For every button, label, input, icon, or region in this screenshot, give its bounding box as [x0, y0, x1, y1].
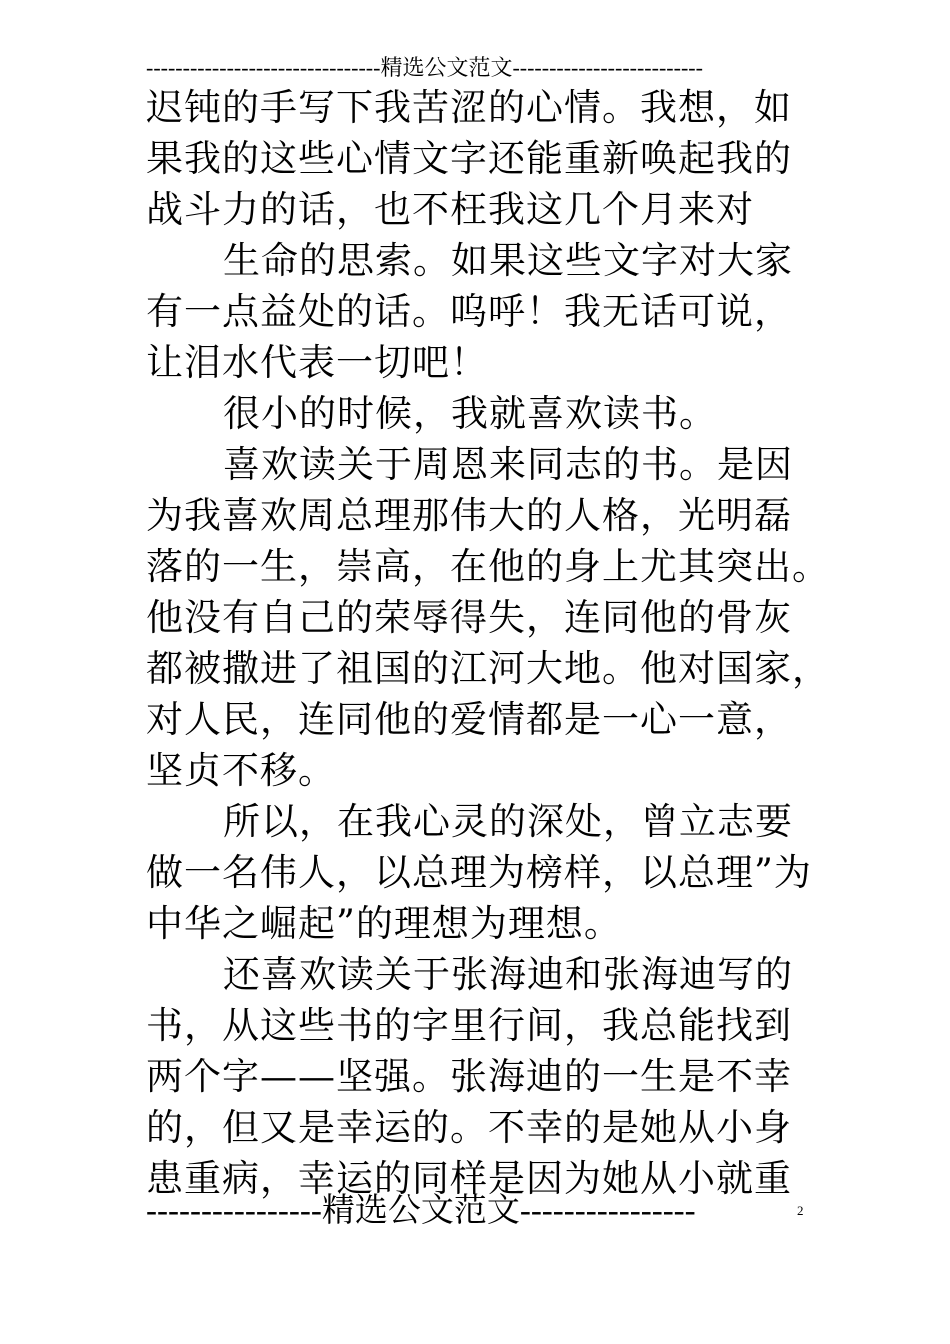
text-line: 患重病，幸运的同样是因为她从小就重: [146, 1157, 792, 1200]
text-line: 坚贞不移。: [146, 749, 336, 792]
text-line: 有一点益处的话。呜呼！我无话可说，: [146, 290, 792, 333]
text-line: 战斗力的话，也不枉我这几个月来对: [146, 188, 754, 231]
text-line: 所以，在我心灵的深处，曾立志要: [223, 800, 793, 843]
text-line: 都被撒进了祖国的江河大地。他对国家，: [146, 647, 830, 690]
footer-rule: ----------------精选公文范文----------------: [146, 1193, 696, 1229]
text-line: 还喜欢读关于张海迪和张海迪写的: [223, 953, 793, 996]
text-line: 生命的思索。如果这些文字对大家: [223, 239, 793, 282]
header-rule: --------------------------------精选公文范文--------------------------: [146, 55, 703, 80]
text-line: 两个字——坚强。张海迪的一生是不幸: [146, 1055, 792, 1098]
text-line: 中华之崛起”的理想为理想。: [146, 902, 622, 945]
page-number: 2: [797, 1203, 804, 1218]
text-line: 落的一生，崇高，在他的身上尤其突出。: [146, 545, 830, 588]
document-body: [146, 82, 830, 1204]
text-line: 为我喜欢周总理那伟大的人格，光明磊: [146, 494, 792, 537]
text-line: 书，从这些书的字里行间，我总能找到: [146, 1004, 792, 1047]
text-line: 果我的这些心情文字还能重新唤起我的: [146, 137, 792, 180]
text-line: 他没有自己的荣辱得失，连同他的骨灰: [146, 596, 792, 639]
text-line: 对人民，连同他的爱情都是一心一意，: [146, 698, 792, 741]
text-line: 做一名伟人，以总理为榜样，以总理”为: [146, 851, 812, 894]
text-line: 让泪水代表一切吧！: [146, 341, 488, 384]
text-line: 迟钝的手写下我苦涩的心情。我想，如: [146, 86, 792, 129]
text-line: 的，但又是幸运的。不幸的是她从小身: [146, 1106, 792, 1149]
text-line: 很小的时候，我就喜欢读书。: [223, 392, 717, 435]
text-line: 喜欢读关于周恩来同志的书。是因: [223, 443, 793, 486]
